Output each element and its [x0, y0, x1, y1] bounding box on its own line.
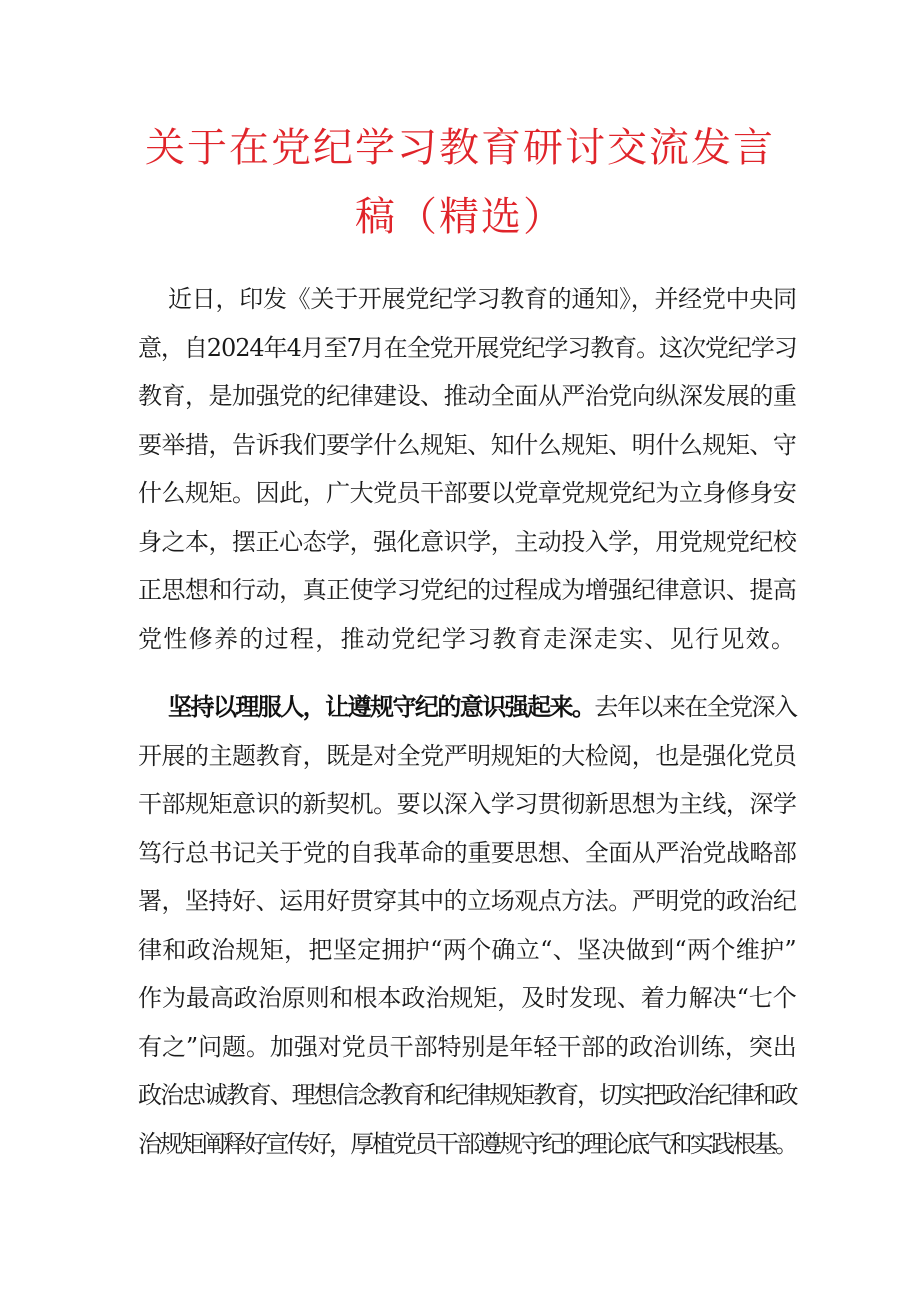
paragraph-1-line: 近日，印发《关于开展党纪学习教育的通知》，并经党中央同	[168, 285, 797, 313]
paragraph-1-line: 党性修养的过程，推动党纪学习教育走深走实、见行见效。	[138, 624, 797, 653]
paragraph-2-line: 政治忠诚教育、理想信念教育和纪律规矩教育，切实把政治纪律和政	[138, 1081, 797, 1109]
paragraph-2-line: 治规矩阐释好宣传好，厚植党员干部遵规守纪的理论底气和实践根基。	[138, 1129, 797, 1158]
paragraph-1-line: 身之本，摆正心态学，强化意识学，主动投入学，用党规党纪校	[138, 527, 797, 556]
paragraph-2-line: 署，坚持好、运用好贯穿其中的立场观点方法。严明党的政治纪	[138, 887, 797, 915]
paragraph-2-first-line	[138, 683, 798, 732]
paragraph-1-line: 教育，是加强党的纪律建设、推动全面从严治党向纵深发展的重	[138, 382, 797, 410]
paragraph-2-line: 开展的主题教育，既是对全党严明规矩的大检阅，也是强化党员	[138, 741, 797, 770]
paragraph-2-line: 律和政治规矩，把坚定拥护“两个确立“、坚决做到“两个维护”	[138, 935, 798, 964]
paragraph-1-line: 意，自2024年4月至7月在全党开展党纪学习教育。这次党纪学习	[138, 333, 797, 362]
paragraph-2-lead-heading: 坚持以理服人，让遵规守纪的意识强起来。	[168, 692, 595, 721]
paragraph-2-line: 干部规矩意识的新契机。要以深入学习贯彻新思想为主线，深学	[138, 790, 797, 818]
paragraph-2-line: 笃行总书记关于党的自我革命的重要思想、全面从严治党战略部	[138, 838, 797, 867]
paragraph-1-line: 正思想和行动，真正使学习党纪的过程成为增强纪律意识、提高	[138, 576, 797, 604]
paragraph-1-line: 什么规矩。因此，广大党员干部要以党章党规党纪为立身修身安	[138, 479, 797, 507]
document-title-line-1: 关于在党纪学习教育研讨交流发言	[145, 125, 775, 171]
paragraph-2-line: 作为最高政治原则和根本政治规矩，及时发现、着力解决“七个	[138, 984, 797, 1012]
paragraph-2-first-line-rest: 去年以来在全党深入	[594, 693, 797, 721]
paragraph-2	[138, 683, 798, 1168]
document-title-line-2: 稿（精选）	[355, 194, 565, 240]
paragraph-1-line: 要举措，告诉我们要学什么规矩、知什么规矩、明什么规矩、守	[138, 430, 797, 459]
paragraph-1	[138, 275, 798, 663]
paragraph-2-line: 有之”问题。加强对党员干部特别是年轻干部的政治训练，突出	[138, 1032, 797, 1061]
